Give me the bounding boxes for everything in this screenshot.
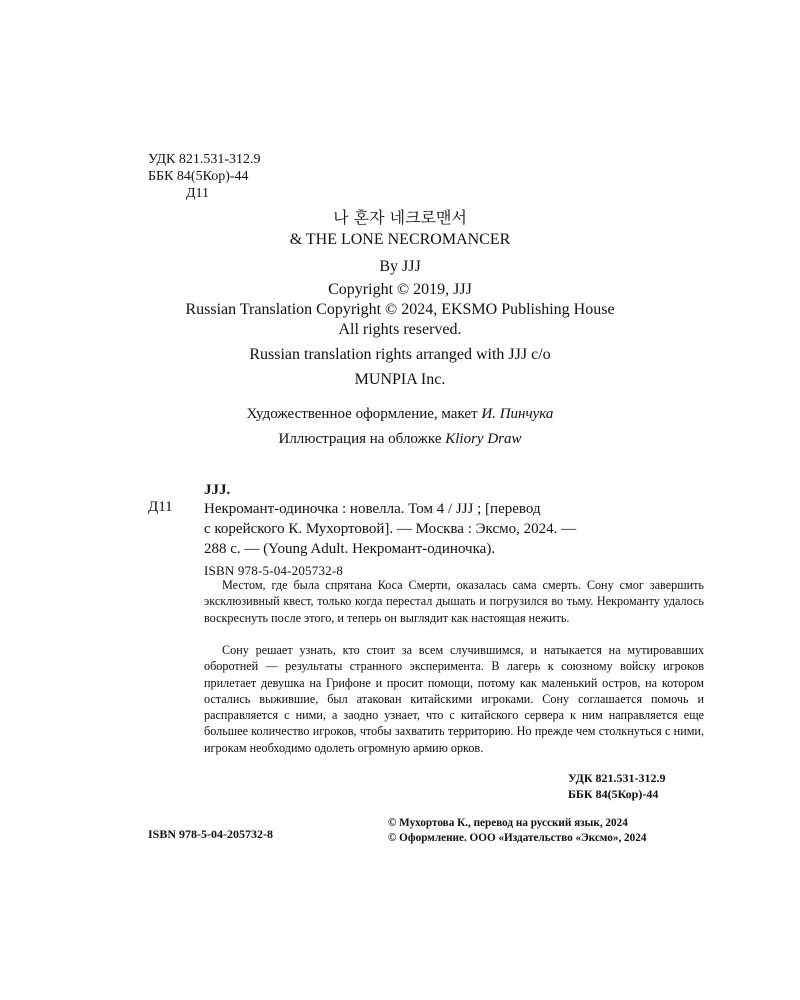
by-line: By JJJ <box>379 258 421 275</box>
illustration-credit-name: Kliory Draw <box>445 431 522 447</box>
rights-arranged: Russian translation rights arranged with JJJ c/o <box>249 346 551 363</box>
footer-isbn: ISBN 978-5-04-205732-8 <box>148 827 273 841</box>
catalog-entry-line: Некромант-одиночка : новелла. Том 4 / JJJ ; [перевод <box>204 501 541 517</box>
bbk-code: ББК 84(5Кор)-44 <box>148 169 249 184</box>
footer-codes <box>568 770 666 802</box>
copyright-translation: Russian Translation Copyright © 2024, EKSMO Publishing House <box>185 301 615 318</box>
copyright-original: Copyright © 2019, JJJ <box>328 281 472 298</box>
footer-udk: УДК 821.531-312.9 <box>568 771 666 785</box>
design-credit-name: И. Пинчука <box>481 406 554 422</box>
catalog-entry <box>204 499 704 559</box>
footer-copyright-translation: © Мухортова К., перевод на русский язык, 2024 <box>388 817 628 829</box>
title-korean: 나 혼자 네크로맨서 <box>333 208 467 227</box>
design-credit-label: Художественное оформление, макет <box>246 406 478 422</box>
catalog-author: JJJ. <box>204 482 231 498</box>
udk-code: УДК 821.531-312.9 <box>148 152 261 167</box>
catalog-code: Д11 <box>148 499 173 515</box>
catalog-entry-line: с корейского К. Мухортовой]. — Москва : Эксмо, 2024. — <box>204 521 577 537</box>
footer-copyright-design: © Оформление. ООО «Издательство «Эксмо», 2024 <box>388 832 647 844</box>
catalog-entry-line: 288 с. — (Young Adult. Некромант-одиночка). <box>204 541 496 557</box>
author-mark-code: Д11 <box>186 186 210 201</box>
title-english: & THE LONE NECROMANCER <box>289 231 511 248</box>
footer-copyrights <box>388 816 646 846</box>
rights-reserved: All rights reserved. <box>338 321 462 338</box>
agency-name: MUNPIA Inc. <box>354 371 446 388</box>
footer-bbk: ББК 84(5Кор)-44 <box>568 787 659 801</box>
catalog-isbn: ISBN 978-5-04-205732-8 <box>204 563 344 578</box>
abstract-paragraph-1: Местом, где была спрятана Коса Смерти, оказалась сама смерть. Сону смог завершить эксклюзивный квест, только когда перестал дышать и погрузился во тьму. Некроманту удалось воскреснуть после этого, и теперь он выглядит как настоящая нежить. <box>204 578 704 625</box>
design-credit <box>0 404 800 424</box>
illustration-credit-label: Иллюстрация на обложке <box>278 431 442 447</box>
illustration-credit <box>0 429 800 449</box>
abstract-paragraph-2: Сону решает узнать, кто стоит за всем случившимся, и натыкается на мутировавших оборотней — результаты странного эксперимента. В лагерь к союзному войску игроков прилетает девушка на Грифоне и просит помощи, потому как маленький остров, на котором остались выжившие, был атакован китайскими игроками. Сону соглашается помочь и расправляется с ними, а заодно узнает, что с китайского сервера к ним направляется еще большее количество игроков, чтобы захватить территорию. Но прежде чем столкнуться с ними, игрокам необходимо одолеть огромную армию орков. <box>204 643 704 755</box>
